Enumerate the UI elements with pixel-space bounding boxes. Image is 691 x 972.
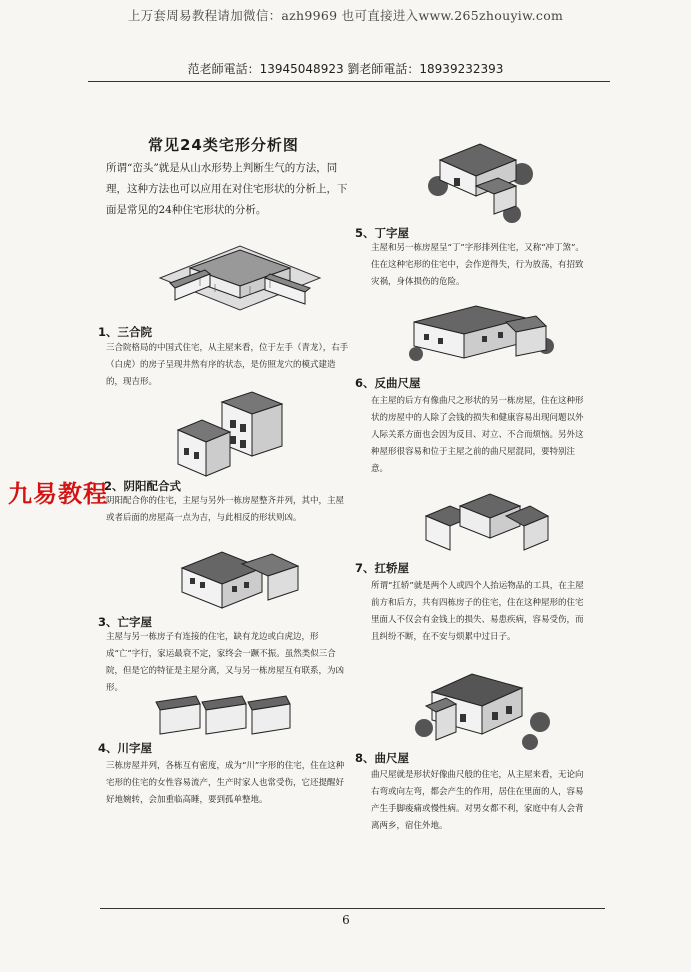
illustration-fan-quchi-house — [406, 298, 556, 370]
section-body-5: 主屋和另一栋房屋呈“丁”字形排列住宅，又称“冲丁煞”。住在这种宅形的住宅中，会作逆得失，行为放荡，有招致灾祸，身体损伤的危险。 — [371, 243, 584, 287]
section-heading-3: 3、亡字屋 — [98, 615, 153, 629]
section-body-4: 三栋房屋并列，各栋互有密度，成为“川”字形的住宅，住在这种宅形的住宅的女性容易流产，生产时家人也常受伤，它还提醒好好地婉转，会加重临高睡，要到孤单整地。 — [106, 761, 345, 805]
footer-divider — [100, 908, 605, 909]
section-body-2: 阴阳配合你的住宅，主屋与另外一栋房屋整齐并列，其中，主屋或者后面的房屋高一点为吉，与此相反的形状则凶。 — [106, 496, 345, 523]
section-body-6: 在主屋的后方有像曲尺之形状的另一栋房屋，住在这种形状的房屋中的人除了会钱的损失和健康容易出现问题以外人际关系方面也会因为反目、对立、不合而烦恼。另外这种屋形很容易和位于主屋之前的曲尺屋混同，要特别注意。 — [371, 396, 584, 474]
article-title: 常见24类宅形分析图 — [148, 136, 299, 154]
illustration-wang-house — [172, 544, 302, 616]
section-heading-7: 7、扛轿屋 — [355, 561, 410, 575]
illustration-ding-house — [420, 130, 540, 230]
section-heading-5: 5、丁字屋 — [355, 226, 410, 240]
article-intro: 所谓“峦头”就是从山水形势上判断生气的方法，同理，这种方法也可以应用在对住宅形状的分析上，下面是常见的24种住宅形状的分析。 — [106, 162, 348, 216]
page-number: 6 — [342, 913, 350, 927]
watermark-text: 九易教程 — [8, 480, 108, 508]
illustration-chuan-house — [152, 692, 292, 738]
illustration-quchi-house — [412, 662, 552, 752]
section-heading-2: 2、阴阳配合式 — [104, 479, 182, 493]
section-heading-8: 8、曲尺屋 — [355, 751, 410, 765]
section-heading-1: 1、三合院 — [98, 325, 153, 339]
top-banner: 上万套周易教程请加微信：azh9969 也可直接进入www.265zhouyiw.com — [127, 8, 564, 23]
illustration-yinyang-house — [172, 390, 292, 482]
illustration-kangjiao-house — [420, 486, 550, 558]
illustration-sanheyuan — [150, 238, 330, 330]
header-divider — [88, 81, 610, 82]
contact-phone-line: 范老師電話：13945048923 劉老師電話：18939232393 — [187, 62, 504, 76]
section-heading-6: 6、反曲尺屋 — [355, 376, 421, 390]
section-body-7: 所谓“扛轿”就是两个人或四个人抬运物品的工具，在主屋前方和后方，共有四栋房子的住宅，住在这种屋形的住宅里面人不仅会有金钱上的损失、易患疾病，容易受伤，而且纠纷不断，在不安与烦累中过日子。 — [371, 581, 584, 642]
section-body-1: 三合院格局的中国式住宅，从主屋来看，位于左手（青龙），右手（白虎）的房子呈现井然有序的状态，是仿照龙穴的模式建造的，现吉形。 — [106, 343, 349, 387]
section-body-3: 主屋与另一栋房子有连接的住宅，缺有龙边或白虎边，形成“亡”字行，家运最衰不定，家终会一蹶不振。虽然类似三合院，但是它的特征是主屋分离，又与另一栋房屋互有联系，为凶形。 — [106, 632, 345, 693]
section-body-8: 曲尺屋就是形状好像曲尺般的住宅，从主屋来看，无论向右弯或向左弯，都会产生的作用，居住在里面的人，容易产生手脚痠痛或慢性病。对男女都不利，家庭中有人会背离两乡，宿住外地。 — [371, 770, 584, 831]
section-heading-4: 4、川字屋 — [98, 741, 153, 755]
